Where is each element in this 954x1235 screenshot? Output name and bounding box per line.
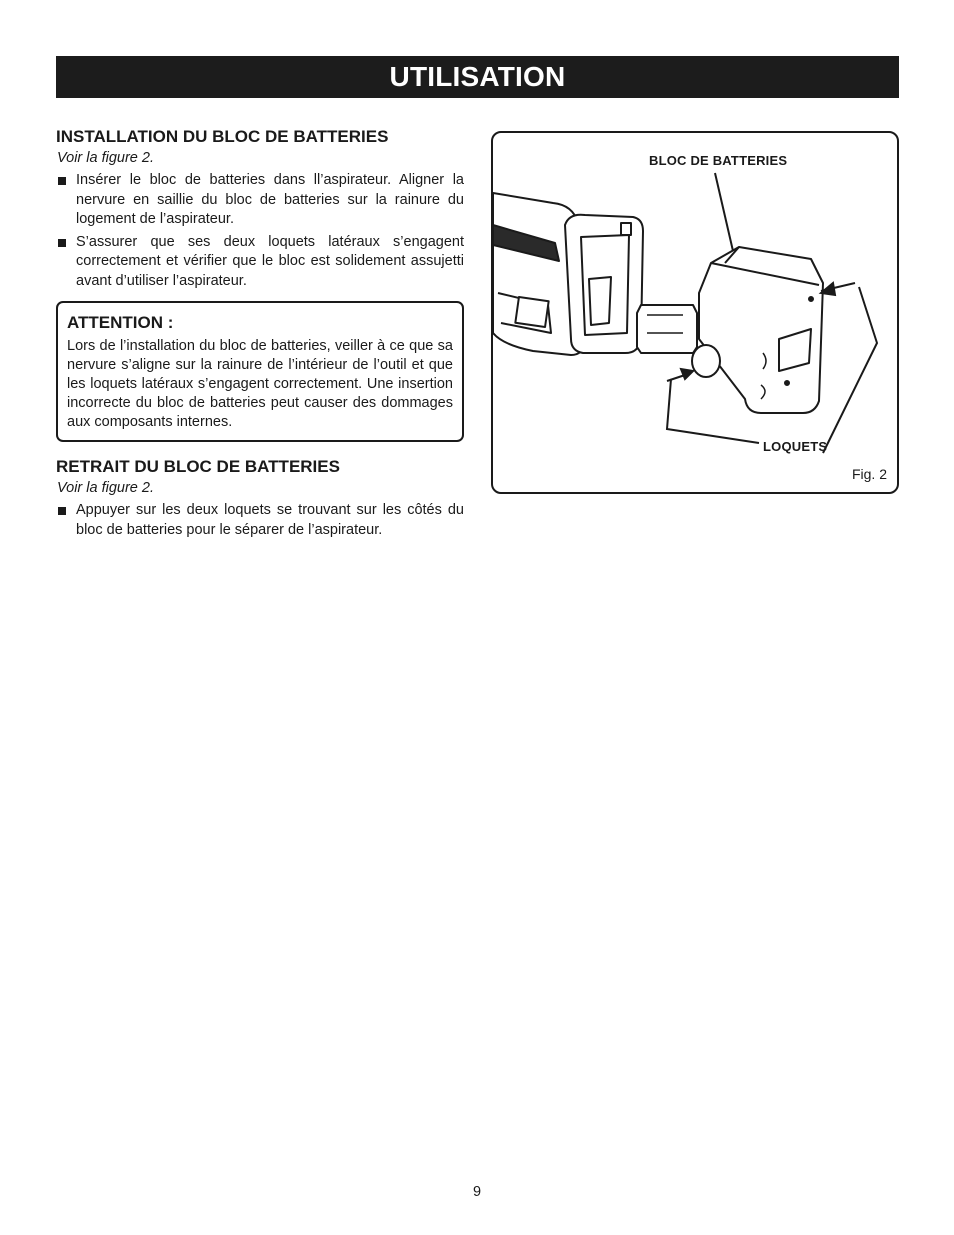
installation-steps	[56, 171, 464, 291]
battery-terminal	[637, 305, 697, 353]
battery-leader-line	[715, 173, 733, 251]
page-number: 9	[472, 1184, 482, 1200]
figure-caption: Fig. 2	[851, 466, 887, 482]
installation-step-text: S’assurer que ses deux loquets latéraux s’engagent correctement et vérifier que le bloc est solidement assujetti avant d’utiliser l’aspirateur.	[76, 233, 464, 289]
bullet-square-icon	[58, 239, 66, 247]
installation-step	[56, 233, 464, 292]
installation-step	[56, 171, 464, 230]
vacuum-window	[515, 297, 548, 327]
section-title-banner	[56, 56, 899, 98]
installation-figure-reference: Voir la figure 2.	[57, 150, 154, 166]
attention-title: ATTENTION :	[67, 313, 174, 332]
battery-pack-shell	[699, 247, 823, 413]
removal-section	[56, 456, 464, 540]
removal-steps	[56, 501, 464, 540]
attention-text: Lors de l’installation du bloc de batteries, veiller à ce que sa nervure s’aligne sur la rainure de l’intérieur de l’outil et que les loquets latéraux s’engagent correctement. Une insertion incorrecte du bloc de batteries peut causer des dommages aux composants internes.	[67, 338, 453, 430]
bullet-square-icon	[58, 507, 66, 515]
installation-step-text: Insérer le bloc de batteries dans ll’aspirateur. Aligner la nervure en saillie du bloc de batteries sur la rainure du logement de l’aspirateur.	[76, 172, 464, 227]
bullet-square-icon	[58, 177, 66, 185]
removal-step	[56, 501, 464, 540]
attention-box	[56, 301, 464, 442]
section-title: UTILISATION	[389, 61, 566, 92]
battery-installation-illustration	[493, 133, 897, 492]
figure-2-box	[491, 131, 899, 494]
instructions-column	[56, 126, 464, 543]
removal-step-text: Appuyer sur les deux loquets se trouvant sur les côtés du bloc de batteries pour le séparer de l’aspirateur.	[76, 502, 464, 538]
removal-heading: RETRAIT DU BLOC DE BATTERIES	[56, 457, 340, 476]
installation-heading: INSTALLATION DU BLOC DE BATTERIES	[56, 127, 389, 146]
removal-figure-reference: Voir la figure 2.	[57, 480, 154, 496]
battery-pack-label: BLOC DE BATTERIES	[649, 153, 788, 168]
latches-label: LOQUETS	[763, 439, 828, 454]
